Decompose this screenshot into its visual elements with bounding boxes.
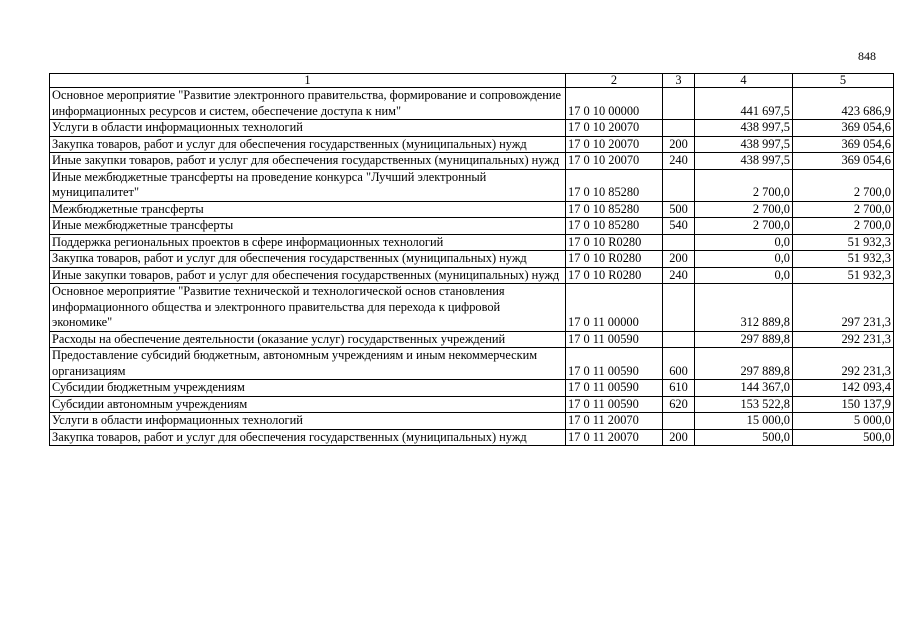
row-name-cell: Расходы на обеспечение деятельности (оказание услуг) государственных учреждений	[50, 331, 566, 348]
row-value-5-cell: 369 054,6	[793, 153, 894, 170]
row-value-5-cell: 297 231,3	[793, 284, 894, 332]
header-col-5: 5	[793, 74, 894, 88]
row-type-cell: 240	[663, 153, 695, 170]
header-col-3: 3	[663, 74, 695, 88]
table-row	[50, 331, 894, 348]
row-name-cell: Закупка товаров, работ и услуг для обеспечения государственных (муниципальных) нужд	[50, 251, 566, 268]
row-value-5-cell: 51 932,3	[793, 267, 894, 284]
row-name-cell: Иные закупки товаров, работ и услуг для обеспечения государственных (муниципальных) нужд	[50, 267, 566, 284]
row-name-cell: Иные межбюджетные трансферты на проведение конкурса "Лучший электронный муниципалитет"	[50, 169, 566, 201]
row-type-cell: 200	[663, 429, 695, 446]
row-type-cell: 200	[663, 136, 695, 153]
row-code-cell: 17 0 10 85280	[566, 201, 663, 218]
table-row	[50, 88, 894, 120]
table-body	[50, 88, 894, 446]
row-code-cell: 17 0 11 00590	[566, 380, 663, 397]
table-row	[50, 413, 894, 430]
row-value-4-cell: 2 700,0	[695, 201, 793, 218]
row-type-cell: 620	[663, 396, 695, 413]
table-row	[50, 380, 894, 397]
row-code-cell: 17 0 11 20070	[566, 429, 663, 446]
row-code-cell: 17 0 11 00590	[566, 396, 663, 413]
row-value-5-cell: 292 231,3	[793, 348, 894, 380]
row-code-cell: 17 0 10 R0280	[566, 251, 663, 268]
table-row	[50, 120, 894, 137]
row-name-cell: Субсидии автономным учреждениям	[50, 396, 566, 413]
row-value-4-cell: 0,0	[695, 234, 793, 251]
table-row	[50, 348, 894, 380]
table-row	[50, 251, 894, 268]
row-value-5-cell: 292 231,3	[793, 331, 894, 348]
row-value-5-cell: 5 000,0	[793, 413, 894, 430]
row-name-cell: Межбюджетные трансферты	[50, 201, 566, 218]
row-code-cell: 17 0 10 85280	[566, 218, 663, 235]
row-type-cell	[663, 169, 695, 201]
row-code-cell: 17 0 10 20070	[566, 153, 663, 170]
table-row	[50, 267, 894, 284]
row-code-cell: 17 0 10 R0280	[566, 267, 663, 284]
header-col-4: 4	[695, 74, 793, 88]
budget-table	[49, 73, 894, 446]
row-type-cell	[663, 88, 695, 120]
row-value-4-cell: 153 522,8	[695, 396, 793, 413]
row-value-4-cell: 297 889,8	[695, 331, 793, 348]
row-value-5-cell: 2 700,0	[793, 201, 894, 218]
row-name-cell: Иные межбюджетные трансферты	[50, 218, 566, 235]
row-value-4-cell: 144 367,0	[695, 380, 793, 397]
row-code-cell: 17 0 10 85280	[566, 169, 663, 201]
row-value-5-cell: 2 700,0	[793, 218, 894, 235]
row-name-cell: Субсидии бюджетным учреждениям	[50, 380, 566, 397]
row-name-cell: Основное мероприятие "Развитие электронного правительства, формирование и сопровождение информационных ресурсов и систем, обеспечение доступа к ним"	[50, 88, 566, 120]
row-code-cell: 17 0 10 00000	[566, 88, 663, 120]
table-row	[50, 284, 894, 332]
row-type-cell: 540	[663, 218, 695, 235]
row-code-cell: 17 0 10 20070	[566, 136, 663, 153]
row-name-cell: Поддержка региональных проектов в сфере информационных технологий	[50, 234, 566, 251]
row-value-4-cell: 500,0	[695, 429, 793, 446]
row-code-cell: 17 0 11 00590	[566, 348, 663, 380]
table-row	[50, 201, 894, 218]
table-row	[50, 234, 894, 251]
row-value-5-cell: 51 932,3	[793, 251, 894, 268]
table-row	[50, 429, 894, 446]
page-number: 848	[858, 49, 876, 63]
row-type-cell	[663, 331, 695, 348]
row-value-5-cell: 142 093,4	[793, 380, 894, 397]
row-value-4-cell: 297 889,8	[695, 348, 793, 380]
row-name-cell: Услуги в области информационных технологий	[50, 120, 566, 137]
row-value-5-cell: 150 137,9	[793, 396, 894, 413]
row-type-cell: 240	[663, 267, 695, 284]
row-code-cell: 17 0 10 20070	[566, 120, 663, 137]
row-type-cell: 610	[663, 380, 695, 397]
row-name-cell: Иные закупки товаров, работ и услуг для обеспечения государственных (муниципальных) нужд	[50, 153, 566, 170]
row-code-cell: 17 0 11 00000	[566, 284, 663, 332]
row-type-cell	[663, 284, 695, 332]
row-type-cell	[663, 120, 695, 137]
row-code-cell: 17 0 10 R0280	[566, 234, 663, 251]
row-value-4-cell: 0,0	[695, 267, 793, 284]
row-code-cell: 17 0 11 20070	[566, 413, 663, 430]
row-name-cell: Предоставление субсидий бюджетным, автономным учреждениям и иным некоммерческим организациям	[50, 348, 566, 380]
row-value-5-cell: 423 686,9	[793, 88, 894, 120]
header-row	[50, 74, 894, 88]
row-value-4-cell: 312 889,8	[695, 284, 793, 332]
row-value-5-cell: 369 054,6	[793, 136, 894, 153]
table-row	[50, 218, 894, 235]
row-value-4-cell: 0,0	[695, 251, 793, 268]
table-row	[50, 396, 894, 413]
row-value-4-cell: 438 997,5	[695, 153, 793, 170]
row-code-cell: 17 0 11 00590	[566, 331, 663, 348]
table-row	[50, 169, 894, 201]
row-value-5-cell: 51 932,3	[793, 234, 894, 251]
row-value-4-cell: 2 700,0	[695, 218, 793, 235]
row-value-4-cell: 438 997,5	[695, 136, 793, 153]
row-name-cell: Услуги в области информационных технологий	[50, 413, 566, 430]
row-value-4-cell: 441 697,5	[695, 88, 793, 120]
row-type-cell	[663, 413, 695, 430]
row-type-cell	[663, 234, 695, 251]
header-col-1: 1	[50, 74, 566, 88]
table-row	[50, 153, 894, 170]
row-value-5-cell: 369 054,6	[793, 120, 894, 137]
table-header	[50, 74, 894, 88]
row-type-cell: 600	[663, 348, 695, 380]
row-value-5-cell: 500,0	[793, 429, 894, 446]
row-value-4-cell: 438 997,5	[695, 120, 793, 137]
header-col-2: 2	[566, 74, 663, 88]
row-type-cell: 200	[663, 251, 695, 268]
row-value-5-cell: 2 700,0	[793, 169, 894, 201]
row-name-cell: Закупка товаров, работ и услуг для обеспечения государственных (муниципальных) нужд	[50, 136, 566, 153]
row-value-4-cell: 15 000,0	[695, 413, 793, 430]
row-value-4-cell: 2 700,0	[695, 169, 793, 201]
row-name-cell: Закупка товаров, работ и услуг для обеспечения государственных (муниципальных) нужд	[50, 429, 566, 446]
row-name-cell: Основное мероприятие "Развитие технической и технологической основ становления информационного общества и электронного правительства для перехода к цифровой экономике"	[50, 284, 566, 332]
row-type-cell: 500	[663, 201, 695, 218]
table-row	[50, 136, 894, 153]
